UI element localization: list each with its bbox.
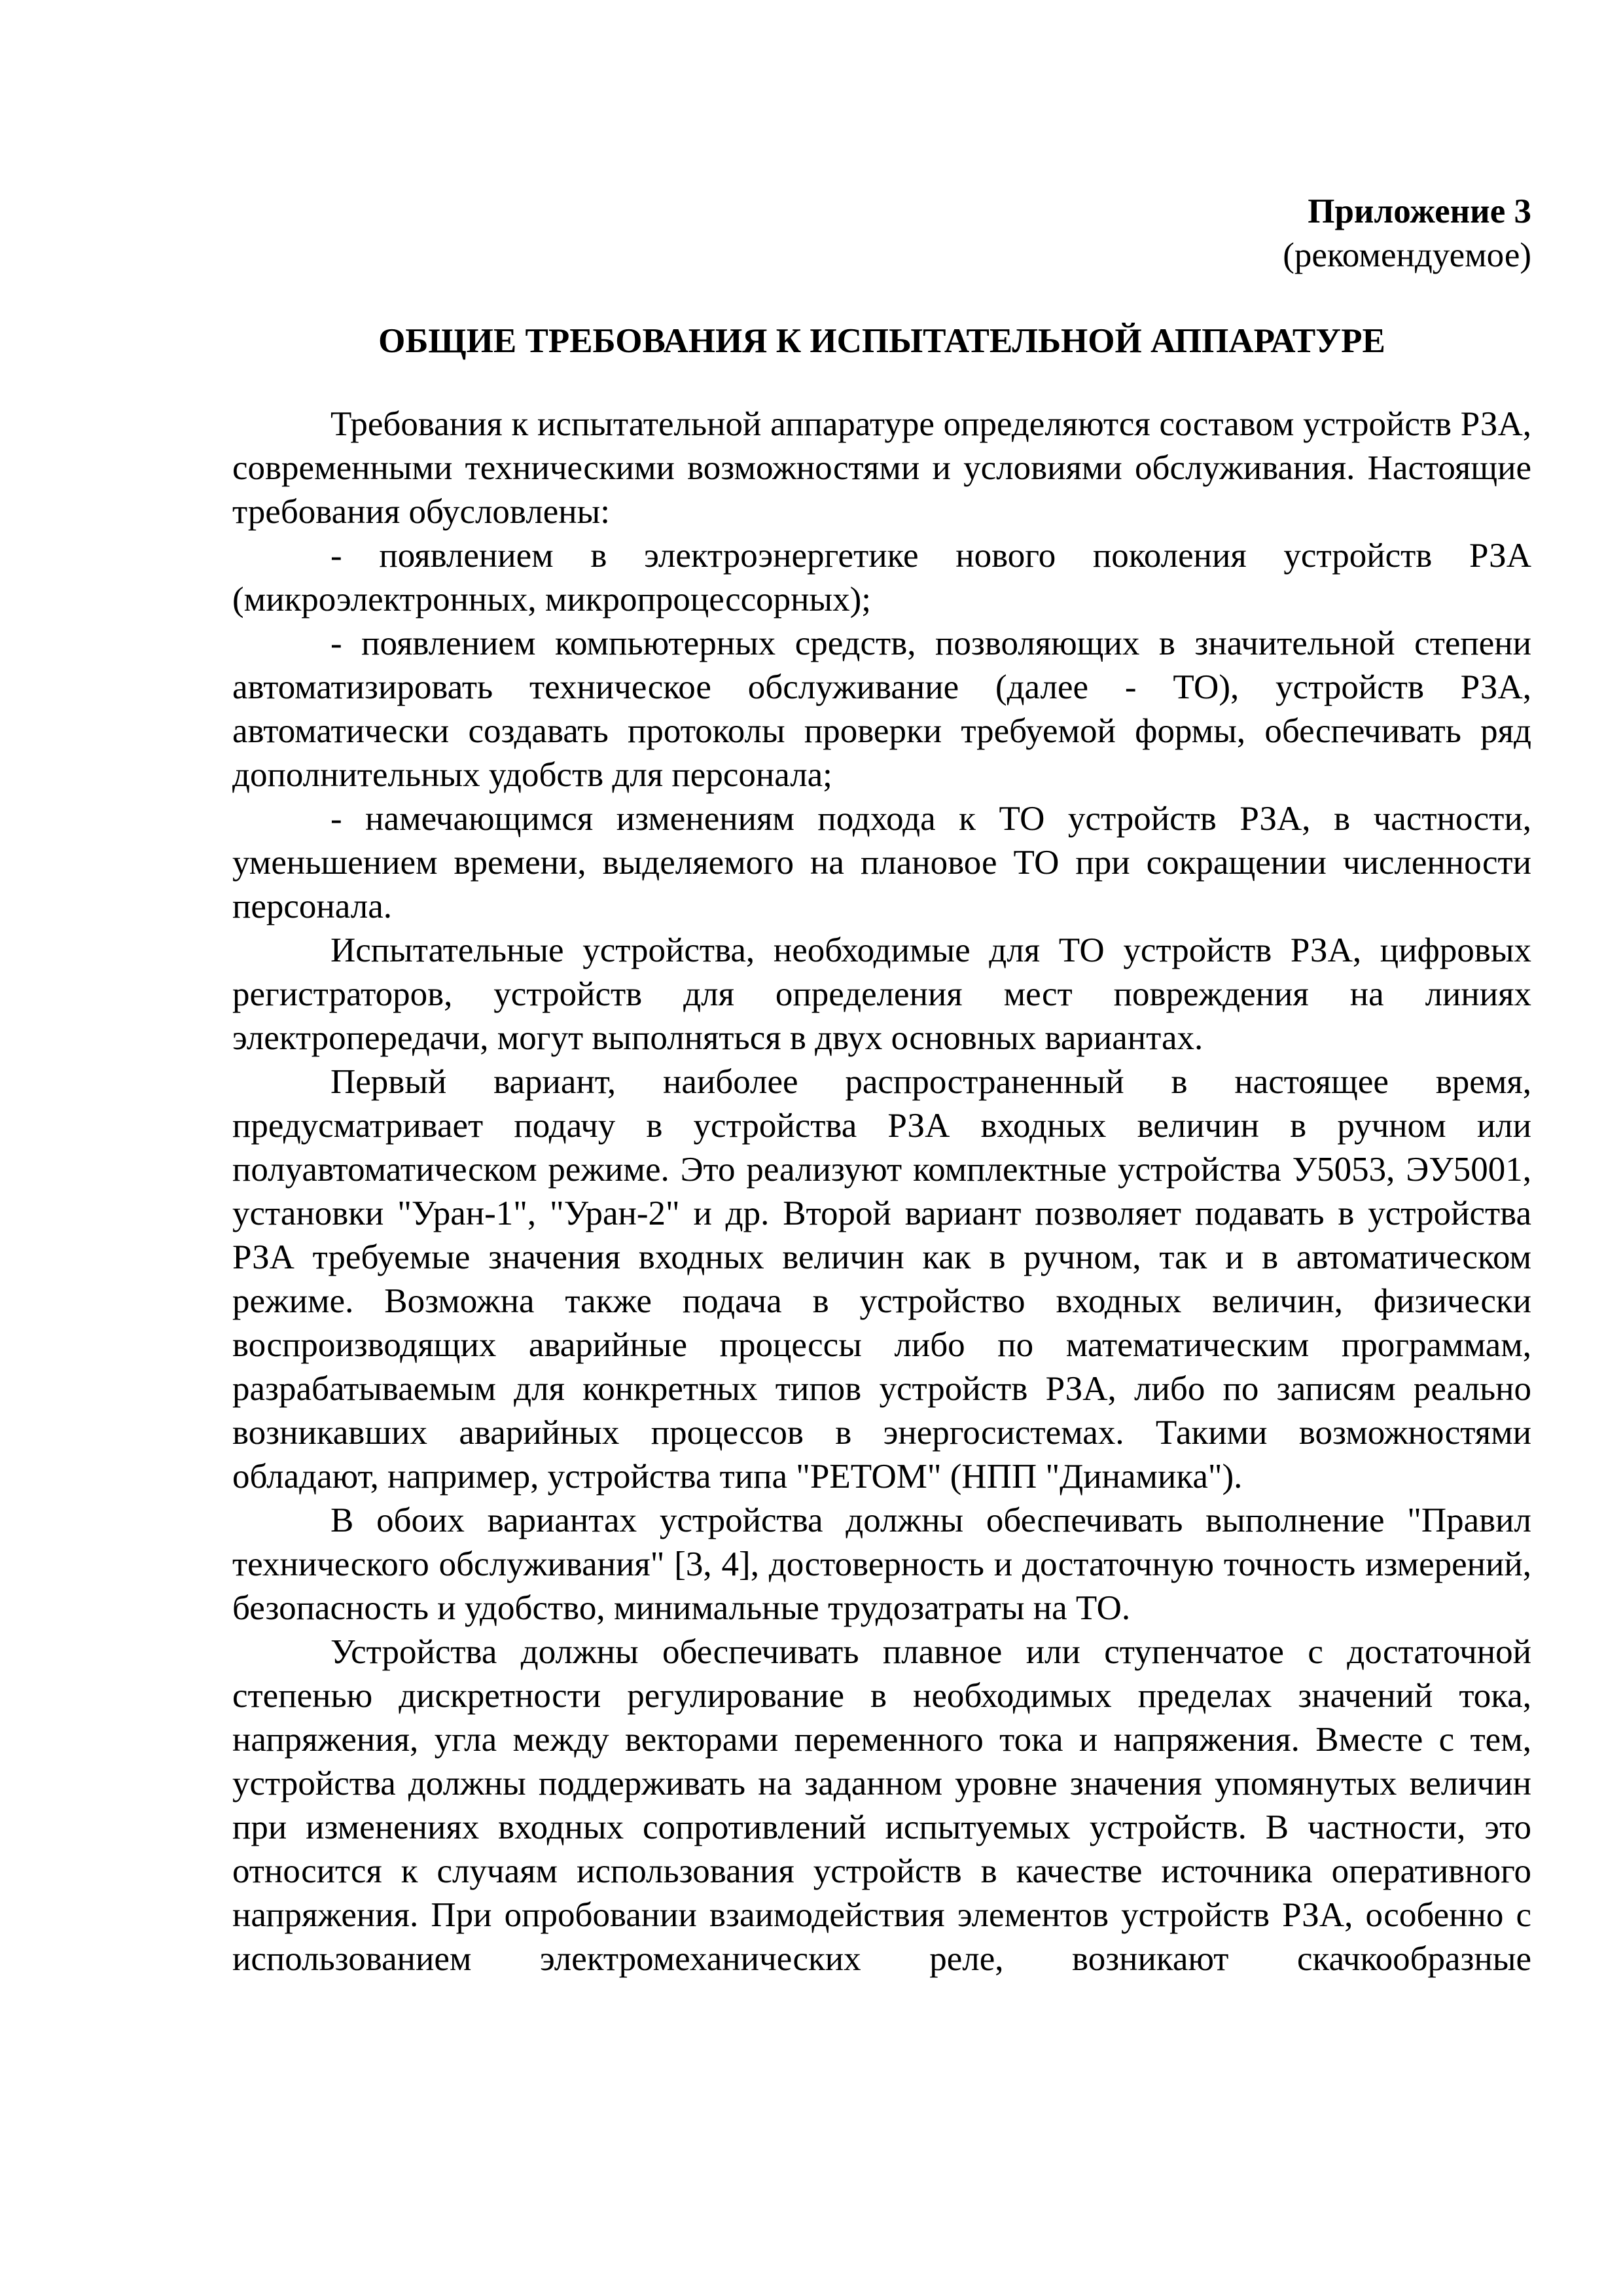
paragraph: Испытательные устройства, необходимые для ТО устройств РЗА, цифровых регистраторов, устройств для определения мест повреждения на линиях электропередачи, могут выполняться в двух основных вариантах.	[232, 931, 1531, 1057]
paragraph: - намечающимся изменениям подхода к ТО устройств РЗА, в частности, уменьшением времени, выделяемого на плановое ТО при сокращении численности персонала.	[232, 800, 1531, 925]
document-body	[232, 403, 1531, 1981]
paragraph: Требования к испытательной аппаратуре определяются составом устройств РЗА, современными техническими возможностями и условиями обслуживания. Настоящие требования обусловлены:	[232, 405, 1531, 531]
appendix-number: Приложение 3	[1308, 192, 1531, 230]
document-title: ОБЩИЕ ТРЕБОВАНИЯ К ИСПЫТАТЕЛЬНОЙ АППАРАТУРЕ	[378, 322, 1385, 360]
paragraph: В обоих вариантах устройства должны обеспечивать выполнение "Правил технического обслуживания" [3, 4], достоверность и достаточную точность измерений, безопасность и удобство, минимальные трудозатраты на ТО.	[232, 1501, 1531, 1627]
paragraph: - появлением компьютерных средств, позволяющих в значительной степени автоматизировать техническое обслуживание (далее - ТО), устройств РЗА, автоматически создавать протоколы проверки требуемой формы, обеспечивать ряд дополнительных удобств для персонала;	[232, 624, 1531, 794]
document-page	[232, 190, 1531, 1981]
paragraph: Устройства должны обеспечивать плавное или ступенчатое с достаточной степенью дискретности регулирование в необходимых пределах значений тока, напряжения, угла между векторами переменного тока и напряжения. Вместе с тем, устройства должны поддерживать на заданном уровне значения упомянутых величин при изменениях входных сопротивлений испытуемых устройств. В частности, это относится к случаям использования устройств в качестве источника оперативного напряжения. При опробовании взаимодействия элементов устройств РЗА, особенно с использованием электромеханических реле, возникают скачкообразные	[232, 1633, 1531, 1978]
paragraph: - появлением в электроэнергетике нового поколения устройств РЗА (микроэлектронных, микропроцессорных);	[232, 537, 1531, 619]
appendix-header	[232, 190, 1531, 278]
paragraph: Первый вариант, наиболее распространенный в настоящее время, предусматривает подачу в устройства РЗА входных величин в ручном или полуавтоматическом режиме. Это реализуют комплектные устройства У5053, ЭУ5001, установки "Уран-1", "Уран-2" и др. Второй вариант позволяет подавать в устройства РЗА требуемые значения входных величин как в ручном, так и в автоматическом режиме. Возможна также подача в устройство входных величин, физически воспроизводящих аварийные процессы либо по математическим программам, разрабатываемым для конкретных типов устройств РЗА, либо по записям реально возникавших аварийных процессов в энергосистемах. Такими возможностями обладают, например, устройства типа "РЕТОМ" (НПП "Динамика").	[232, 1063, 1531, 1496]
appendix-note: (рекомендуемое)	[1283, 236, 1531, 274]
